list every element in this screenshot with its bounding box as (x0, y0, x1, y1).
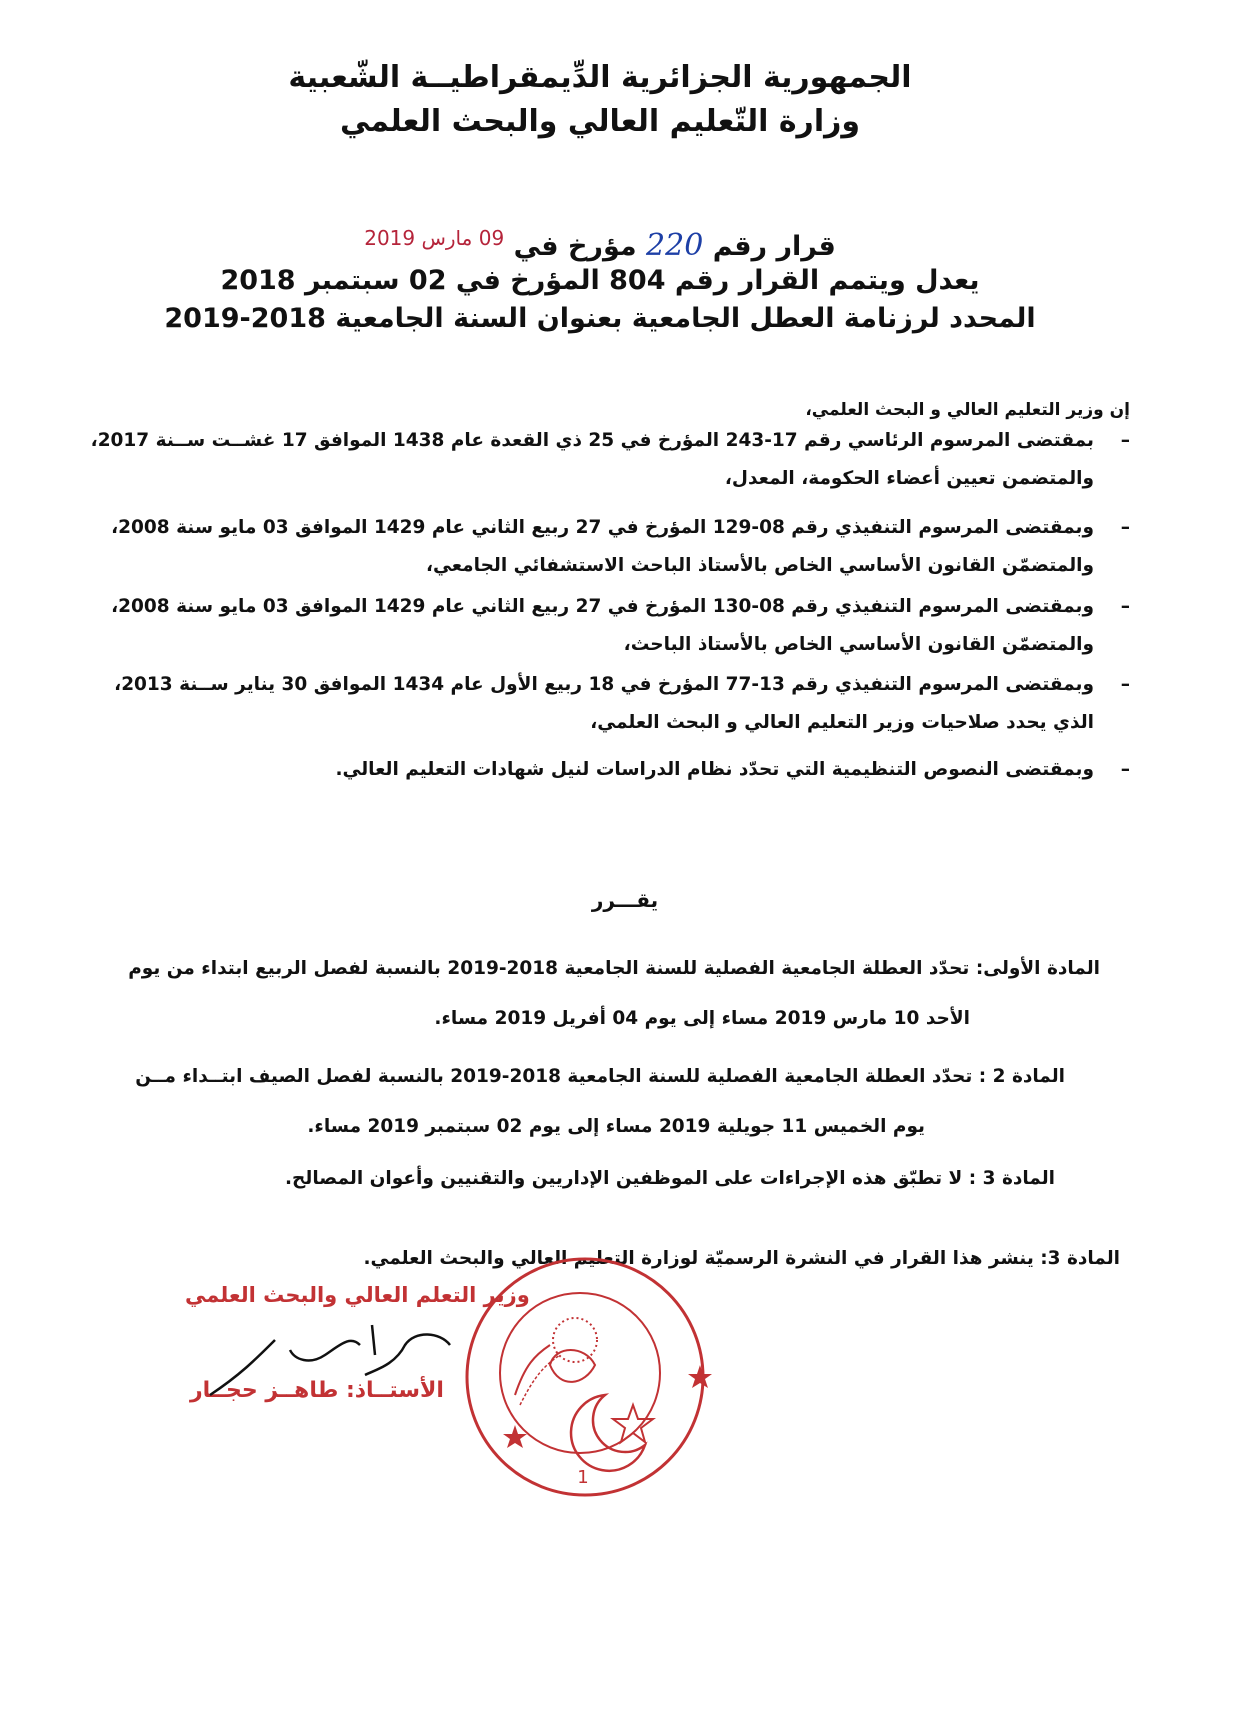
article-text-line1: تحدّد العطلة الجامعية الفصلية للسنة الجامعية 2018-2019 بالنسبة لفصل الصيف ابتــداء مــن (135, 1066, 973, 1087)
preamble-item (70, 594, 1130, 658)
article-label: المادة 3: (1040, 1248, 1120, 1269)
list-dash: – (1120, 759, 1130, 780)
preamble-item-line2: والمتضمّن القانون الأساسي الخاص بالأستاذ الباحث الاستشفائي الجامعي، (426, 555, 1094, 576)
sun-icon (553, 1318, 597, 1362)
date-stamp: 09 مارس 2019 (364, 226, 505, 250)
decision-number-handwritten: 220 (646, 228, 704, 263)
preamble-item-line1: وبمقتضى النصوص التنظيمية التي تحدّد نظام الدراسات لنيل شهادات التعليم العالي. (335, 759, 1094, 780)
preamble-item-line2: الذي يحدد صلاحيات وزير التعليم العالي و البحث العلمي، (590, 712, 1094, 733)
article-2 (65, 1063, 1065, 1091)
article-label: المادة الأولى: (975, 958, 1100, 979)
article-text-line1: لا تطبّق هذه الإجراءات على الموظفين الإداريين والتقنيين وأعوان المصالح. (285, 1168, 963, 1189)
list-dash: – (1120, 674, 1130, 695)
preamble-intro: إن وزير التعليم العالي و البحث العلمي، (805, 400, 1130, 420)
preamble-item (70, 428, 1130, 492)
preamble-item-line1: وبمقتضى المرسوم التنفيذي رقم 08-129 المؤرخ في 27 ربيع الثاني عام 1429 الموافق 03 مايو سنة 2008، (111, 517, 1094, 538)
decision-number-line (150, 220, 1050, 265)
article-2-line2: يوم الخميس 11 جويلية 2019 مساء إلى يوم 02 سبتمبر 2019 مساء. (307, 1116, 925, 1137)
list-dash: – (1120, 596, 1130, 617)
decision-subtitle-1: يعدل ويتمم القرار رقم 804 المؤرخ في 02 سبتمبر 2018 (220, 265, 980, 296)
preamble-item-line1: وبمقتضى المرسوم التنفيذي رقم 13-77 المؤرخ في 18 ربيع الأول عام 1434 الموافق 30 يناير ســنة 2013، (114, 674, 1094, 695)
hand-emblem-icon (550, 1350, 595, 1382)
decision-prefix: قرار رقم (712, 231, 836, 262)
preamble-item-line2: والمتضمن تعيين أعضاء الحكومة، المعدل، (724, 468, 1094, 489)
article-1-line2: الأحد 10 مارس 2019 مساء إلى يوم 04 أفريل 2019 مساء. (434, 1008, 970, 1029)
list-dash: – (1120, 517, 1130, 538)
preamble-item (70, 757, 1130, 783)
preamble-item-line2: والمتضمّن القانون الأساسي الخاص بالأستاذ الباحث، (623, 634, 1094, 655)
preamble-item (70, 672, 1130, 736)
signatory-name: الأستــاذ: طاهــز حجــار (190, 1378, 444, 1403)
decides-heading: يقـــرر (591, 888, 659, 912)
star-icon (613, 1405, 653, 1442)
preamble-item-line1: وبمقتضى المرسوم التنفيذي رقم 08-130 المؤرخ في 27 ربيع الثاني عام 1429 الموافق 03 مايو سنة 2008، (111, 596, 1094, 617)
ministry-name: وزارة التّعليم العالي والبحث العلمي (339, 104, 861, 139)
list-dash: – (1120, 430, 1130, 451)
decision-subtitle-2: المحدد لرزنامة العطل الجامعية بعنوان السنة الجامعية 2018-2019 (164, 303, 1036, 334)
decision-dated-label: مؤرخ في (513, 231, 637, 262)
article-3 (55, 1165, 1055, 1193)
article-text-line1: تحدّد العطلة الجامعية الفصلية للسنة الجامعية 2018-2019 بالنسبة لفصل الربيع ابتداء من يوم (128, 958, 970, 979)
official-stamp (455, 1255, 715, 1500)
republic-name: الجمهورية الجزائرية الدِّيمقراطيــة الشّعبية (288, 60, 912, 95)
stamp-number: 1 (577, 1467, 589, 1488)
handwritten-signature (200, 1320, 460, 1400)
preamble-item-line1: بمقتضى المرسوم الرئاسي رقم 17-243 المؤرخ في 25 ذي القعدة عام 1438 الموافق 17 غشــت ســنة 2017، (90, 430, 1094, 451)
signatory-title: وزير التعلم العالي والبحث العلمي (185, 1283, 530, 1307)
article-1 (100, 955, 1100, 983)
stamp-stars (503, 1365, 712, 1448)
preamble-item (70, 515, 1130, 579)
article-label: المادة 2 : (978, 1066, 1065, 1087)
article-text-line1: ينشر هذا القرار في النشرة الرسميّة لوزارة التعليم العالي والبحث العلمي. (363, 1248, 1034, 1269)
article-label: المادة 3 : (968, 1168, 1055, 1189)
wheat-icon (515, 1345, 550, 1395)
star-icon (688, 1365, 712, 1388)
